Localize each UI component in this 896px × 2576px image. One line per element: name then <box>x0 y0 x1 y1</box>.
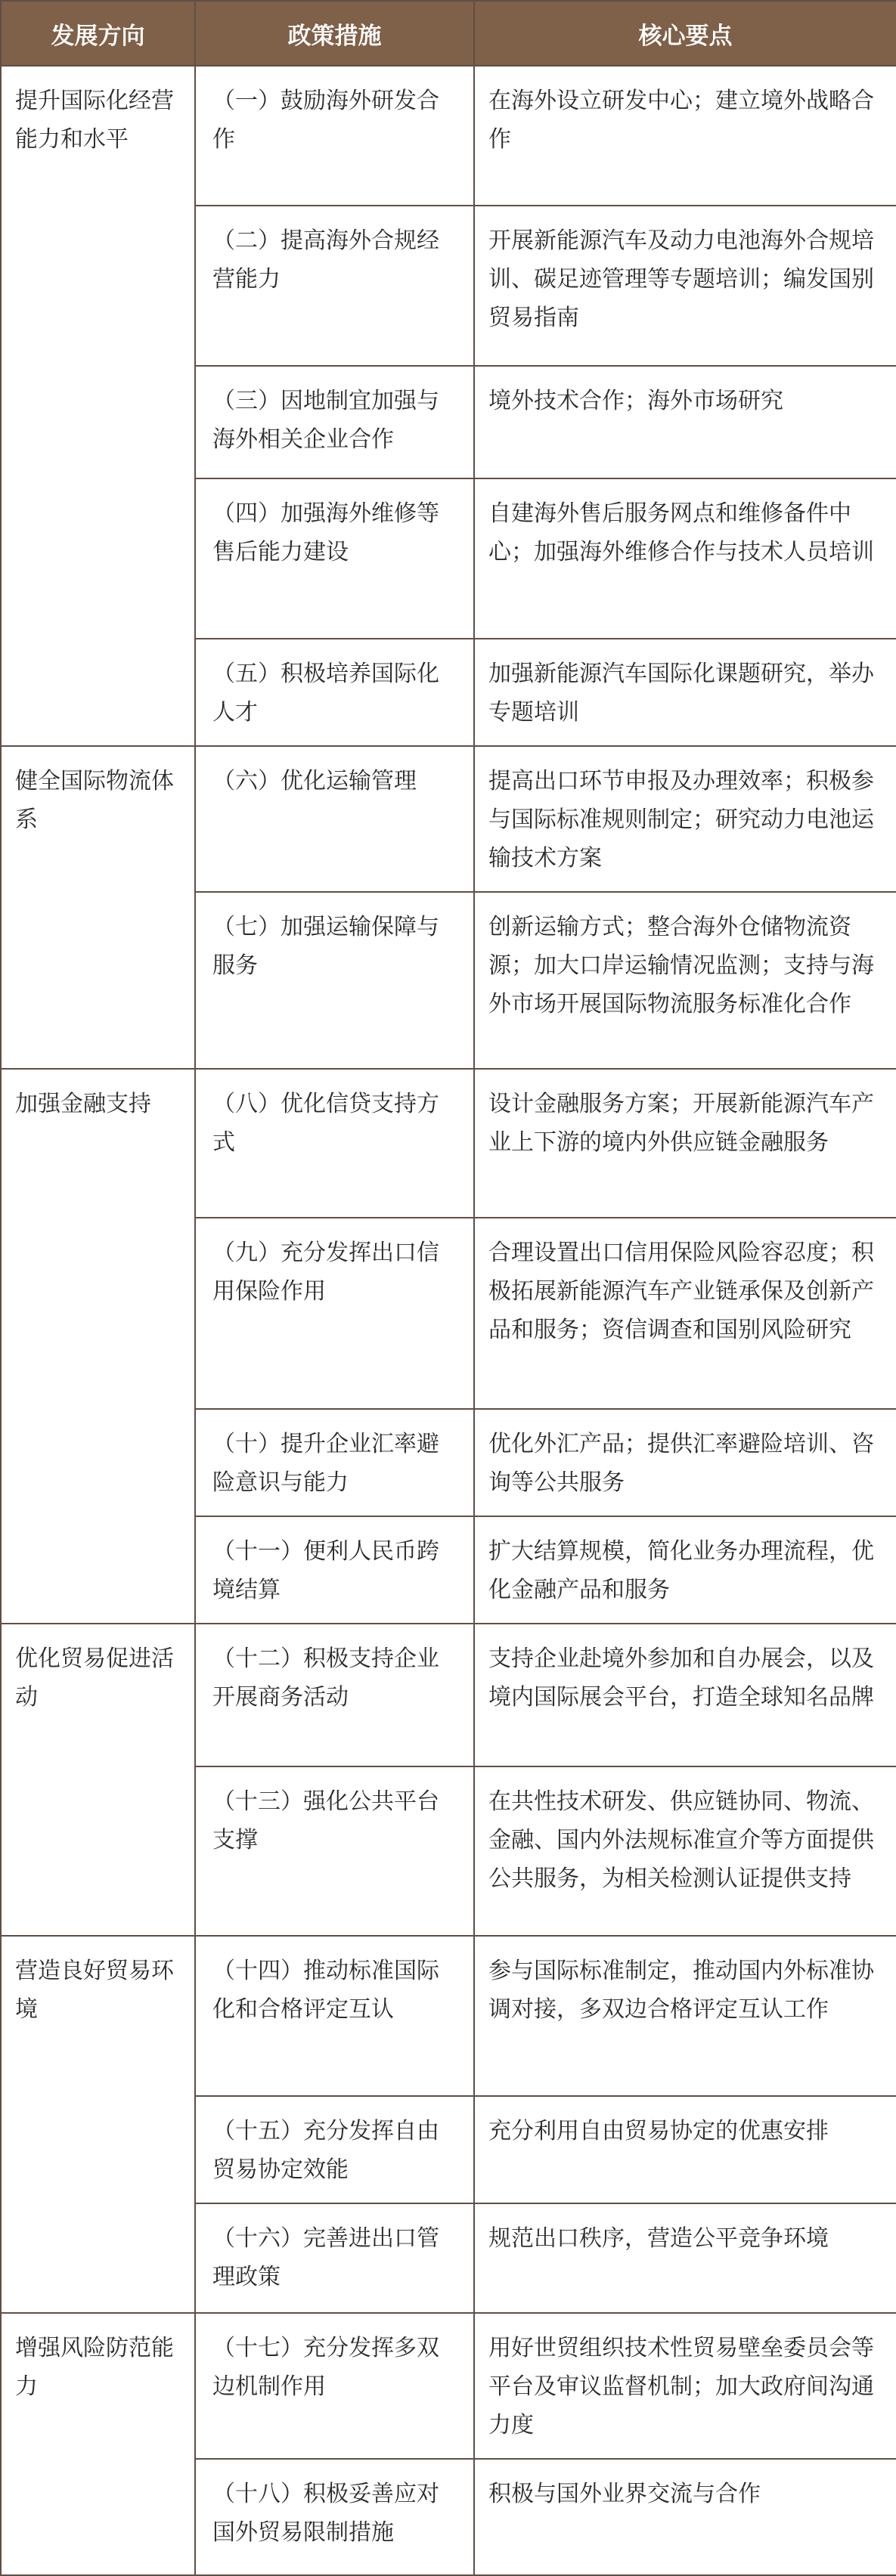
direction-cell: 健全国际物流体系 <box>1 746 195 1069</box>
points-cell: 合理设置出口信用保险风险容忍度；积极拓展新能源汽车产业链承保及创新产品和服务；资信调查和国别风险研究 <box>474 1218 896 1409</box>
direction-cell: 优化贸易促进活动 <box>1 1624 195 1936</box>
points-cell: 自建海外售后服务网点和维修备件中心；加强海外维修合作与技术人员培训 <box>474 478 896 639</box>
points-cell: 规范出口秩序，营造公平竞争环境 <box>474 2203 896 2313</box>
table-row <box>1 66 896 206</box>
measure-cell: （十三）强化公共平台支撑 <box>195 1766 474 1936</box>
points-cell: 加强新能源汽车国际化课题研究，举办专题培训 <box>474 639 896 746</box>
measure-cell: （一）鼓励海外研发合作 <box>195 66 474 206</box>
points-cell: 在海外设立研发中心；建立境外战略合作 <box>474 66 896 206</box>
measure-cell: （三）因地制宜加强与海外相关企业合作 <box>195 366 474 478</box>
points-cell: 创新运输方式；整合海外仓储物流资源；加大口岸运输情况监测；支持与海外市场开展国际物流服务标准化合作 <box>474 892 896 1069</box>
direction-cell: 增强风险防范能力 <box>1 2313 195 2575</box>
measure-cell: （八）优化信贷支持方式 <box>195 1069 474 1218</box>
direction-cell: 营造良好贸易环境 <box>1 1936 195 2313</box>
measure-cell: （十）提升企业汇率避险意识与能力 <box>195 1409 474 1516</box>
points-cell: 提高出口环节申报及办理效率；积极参与国际标准规则制定；研究动力电池运输技术方案 <box>474 746 896 892</box>
points-cell: 参与国际标准制定，推动国内外标准协调对接，多双边合格评定互认工作 <box>474 1936 896 2096</box>
table-row <box>1 1069 896 1218</box>
points-cell: 扩大结算规模，简化业务办理流程，优化金融产品和服务 <box>474 1516 896 1624</box>
points-cell: 支持企业赴境外参加和自办展会，以及境内国际展会平台，打造全球知名品牌 <box>474 1624 896 1766</box>
measure-cell: （五）积极培养国际化人才 <box>195 639 474 746</box>
measure-cell: （七）加强运输保障与服务 <box>195 892 474 1069</box>
points-cell: 设计金融服务方案；开展新能源汽车产业上下游的境内外供应链金融服务 <box>474 1069 896 1218</box>
measure-cell: （十六）完善进出口管理政策 <box>195 2203 474 2313</box>
table-row <box>1 1936 896 2096</box>
table-row <box>1 2313 896 2459</box>
measure-cell: （十四）推动标准国际化和合格评定互认 <box>195 1936 474 2096</box>
measure-cell: （九）充分发挥出口信用保险作用 <box>195 1218 474 1409</box>
points-cell: 用好世贸组织技术性贸易壁垒委员会等平台及审议监督机制；加大政府间沟通力度 <box>474 2313 896 2459</box>
measure-cell: （六）优化运输管理 <box>195 746 474 892</box>
table-body <box>1 66 896 2575</box>
points-cell: 开展新能源汽车及动力电池海外合规培训、碳足迹管理等专题培训；编发国别贸易指南 <box>474 206 896 366</box>
points-cell: 境外技术合作；海外市场研究 <box>474 366 896 478</box>
header-points: 核心要点 <box>474 1 896 66</box>
measure-cell: （十二）积极支持企业开展商务活动 <box>195 1624 474 1766</box>
header-row <box>1 1 896 66</box>
direction-cell: 加强金融支持 <box>1 1069 195 1624</box>
direction-cell: 提升国际化经营能力和水平 <box>1 66 195 746</box>
measure-cell: （十七）充分发挥多双边机制作用 <box>195 2313 474 2459</box>
points-cell: 积极与国外业界交流与合作 <box>474 2459 896 2575</box>
header-measure: 政策措施 <box>195 1 474 66</box>
table-row <box>1 746 896 892</box>
measure-cell: （十五）充分发挥自由贸易协定效能 <box>195 2096 474 2203</box>
measure-cell: （四）加强海外维修等售后能力建设 <box>195 478 474 639</box>
points-cell: 在共性技术研发、供应链协同、物流、金融、国内外法规标准宣介等方面提供公共服务，为相关检测认证提供支持 <box>474 1766 896 1936</box>
points-cell: 优化外汇产品；提供汇率避险培训、咨询等公共服务 <box>474 1409 896 1516</box>
table-row <box>1 1624 896 1766</box>
header-direction: 发展方向 <box>1 1 195 66</box>
measure-cell: （十八）积极妥善应对国外贸易限制措施 <box>195 2459 474 2575</box>
measure-cell: （二）提高海外合规经营能力 <box>195 206 474 366</box>
measure-cell: （十一）便利人民币跨境结算 <box>195 1516 474 1624</box>
points-cell: 充分利用自由贸易协定的优惠安排 <box>474 2096 896 2203</box>
